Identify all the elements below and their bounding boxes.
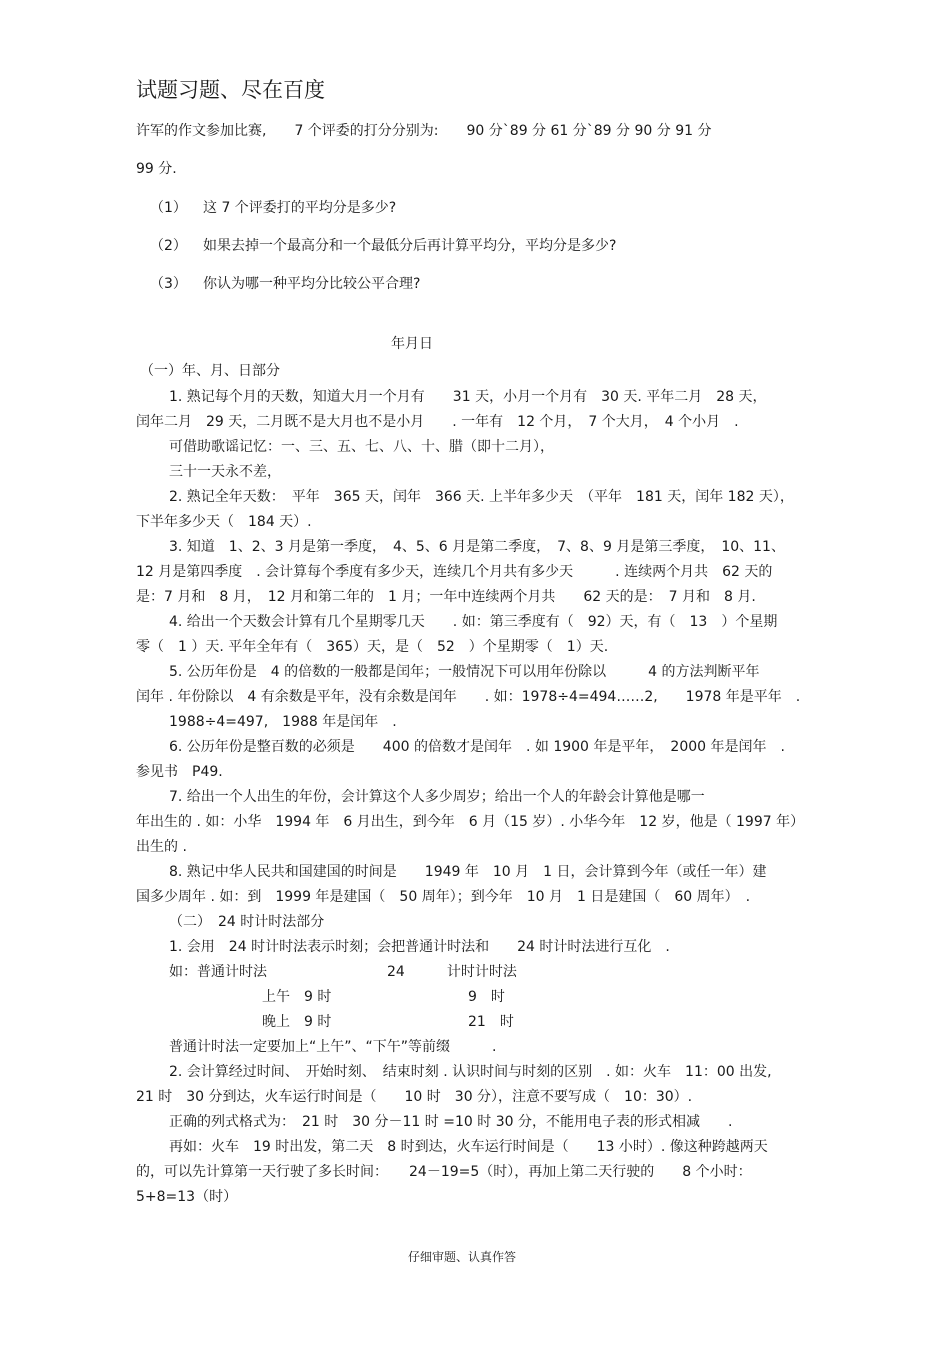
text-line: 上午 9 时: [262, 989, 332, 1005]
text-line: （二） 24 时计时法部分: [169, 914, 325, 930]
question-number: （1）: [150, 200, 187, 216]
text-line: 再如：火车 19 时出发，第二天 8 时到达，火车运行时间是（ 13 小时）. 像这种跨越两天: [169, 1139, 768, 1155]
text-line: 5+8=13（时）: [136, 1189, 238, 1205]
text-line: 正确的列式格式为： 21 时 30 分－11 时 =10 时 30 分，不能用电子表的形式相减 .: [169, 1114, 733, 1130]
page-footer: 仔细审题、认真作答: [408, 1250, 517, 1264]
text-line: 1. 熟记每个月的天数，知道大月一个月有 31 天，小月一个月有 30 天. 平年二月 28 天，: [169, 389, 767, 405]
question-text: 这 7 个评委打的平均分是多少?: [203, 200, 397, 216]
question-number: （2）: [150, 238, 187, 254]
problem-line-2: 99 分.: [136, 161, 177, 177]
text-line: 5. 公历年份是 4 的倍数的一般都是闰年；一般情况下可以用年份除以 4 的方法判断平年: [169, 664, 760, 680]
text-line: 9 时: [468, 989, 505, 1005]
text-line: 的，可以先计算第一天行驶了多长时间： 24－19=5（时），再加上第二天行驶的 8 个小时：: [136, 1164, 752, 1180]
text-line: 24 计时计时法: [387, 964, 517, 980]
text-line: 2. 熟记全年天数： 平年 365 天，闰年 366 天. 上半年多少天 （平年 181 天，闰年 182 天），: [169, 489, 794, 505]
text-line: 如：普通计时法: [169, 964, 267, 980]
text-line: 21 时: [468, 1014, 514, 1030]
text-line: 4. 给出一个天数会计算有几个星期零几天 . 如：第三季度有（ 92）天，有（ 13 ）个星期: [169, 614, 778, 630]
text-line: 1. 会用 24 时计时法表示时刻；会把普通计时法和 24 时计时法进行互化 .: [169, 939, 670, 955]
text-line: 3. 知道 1、2、3 月是第一季度， 4、5、6 月是第二季度， 7、8、9 月是第三季度， 10、11、: [169, 539, 785, 555]
text-line: 国多少周年 . 如：到 1999 年是建国（ 50 周年）；到今年 10 月 1 日是建国（ 60 周年） .: [136, 889, 751, 905]
text-line: 零（ 1 ）天. 平年全年有（ 365）天，是（ 52 ）个星期零（ 1）天.: [136, 639, 609, 655]
text-line: 8. 熟记中华人民共和国建国的时间是 1949 年 10 月 1 日，会计算到今年（或任一年）建: [169, 864, 767, 880]
text-line: 出生的 .: [136, 839, 187, 855]
question-text: 如果去掉一个最高分和一个最低分后再计算平均分，平均分是多少?: [203, 238, 617, 254]
page-header: 试题习题、尽在百度: [136, 78, 325, 102]
question-text: 你认为哪一种平均分比较公平合理?: [203, 276, 421, 292]
text-line: 三十一天永不差，: [169, 464, 281, 480]
text-line: 可借助歌谣记忆：一、三、五、七、八、十、腊（即十二月），: [169, 439, 554, 455]
text-line: 闰年二月 29 天，二月既不是大月也不是小月 . 一年有 12 个月， 7 个大月， 4 个小月 .: [136, 414, 739, 430]
text-line: 6. 公历年份是整百数的必须是 400 的倍数才是闰年 . 如 1900 年是平年， 2000 年是闰年 .: [169, 739, 785, 755]
text-line: （一）年、月、日部分: [140, 363, 280, 379]
question-number: （3）: [150, 276, 187, 292]
text-line: 普通计时法一定要加上“上午”、“下午”等前缀 .: [169, 1039, 497, 1055]
text-line: 7. 给出一个人出生的年份，会计算这个人多少周岁；给出一个人的年龄会计算他是哪一: [169, 789, 705, 805]
problem-line-1: 许军的作文参加比赛, 7 个评委的打分分别为: 90 分`89 分 61 分`89 分 90 分 91 分: [136, 123, 712, 139]
text-line: 参见书 P49.: [136, 764, 223, 780]
text-line: 2. 会计算经过时间、 开始时刻、 结束时刻 . 认识时间与时刻的区别 . 如：火车 11：00 出发,: [169, 1064, 772, 1080]
text-line: 1988÷4=497, 1988 年是闰年 .: [169, 714, 397, 730]
text-line: 下半年多少天（ 184 天）.: [136, 514, 312, 530]
text-line: 12 月是第四季度 . 会计算每个季度有多少天，连续几个月共有多少天 . 连续两个月共 62 天的: [136, 564, 773, 580]
text-line: 是：7 月和 8 月， 12 月和第二年的 1 月；一年中连续两个月共 62 天的是： 7 月和 8 月.: [136, 589, 756, 605]
section-title: 年月日: [391, 336, 433, 352]
text-line: 闰年 . 年份除以 4 有余数是平年，没有余数是闰年 . 如：1978÷4=494……2, 1978 年是平年 .: [136, 689, 801, 705]
text-line: 晚上 9 时: [262, 1014, 332, 1030]
text-line: 年出生的 . 如：小华 1994 年 6 月出生，到今年 6 月（15 岁）. 小华今年 12 岁，他是（ 1997 年）: [136, 814, 805, 830]
text-line: 21 时 30 分到达，火车运行时间是（ 10 时 30 分），注意不要写成（ 10：30）.: [136, 1089, 693, 1105]
